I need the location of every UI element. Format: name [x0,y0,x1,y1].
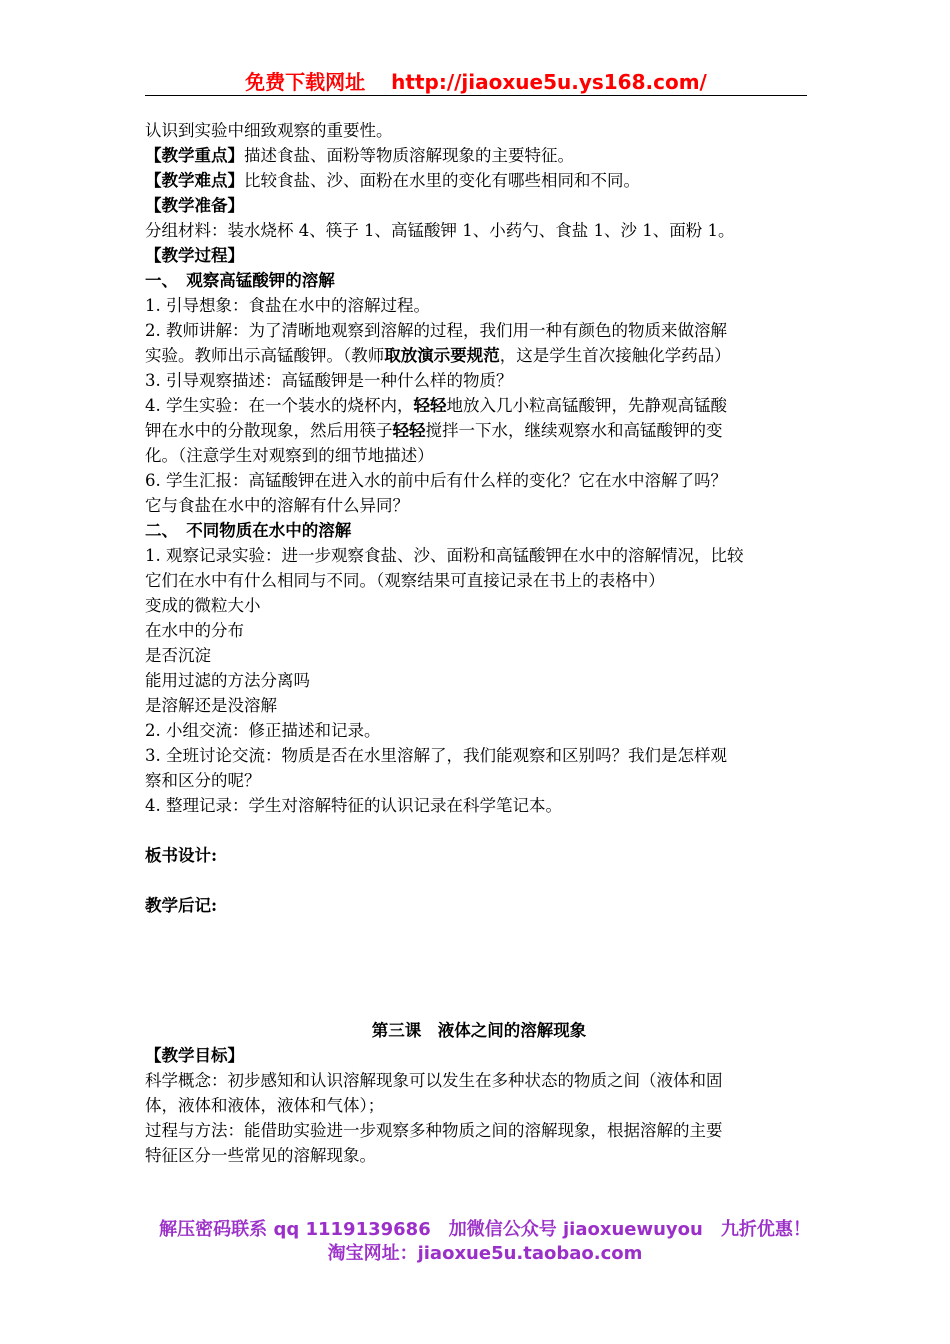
board-design-label: 板书设计: [145,846,218,865]
section-1-title: 一、 观察高锰酸钾的溶解 [145,271,335,290]
footer-contact: 解压密码联系 qq 1119139686 加微信公众号 jiaoxuewuyou 九折优惠！ [159,1219,811,1240]
section-2-title: 二、 不同物质在水中的溶解 [145,521,352,540]
intro-line: 认识到实验中细致观察的重要性。 [145,121,393,140]
step-2-1b: 它们在水中有什么相同与不同。（观察结果可直接记录在书上的表格中） [145,571,665,590]
materials-line: 分组材料：装水烧杯 4、筷子 1、高锰酸钾 1、小药勺、食盐 1、沙 1、面粉 1。 [145,221,735,240]
step-1-4b-text: 钾在水中的分散现象，然后用筷子 [145,421,393,440]
goal-method-a: 过程与方法：能借助实验进一步观察多种物质之间的溶解现象，根据溶解的主要 [145,1121,723,1140]
step-1-4a-tail: 地放入几小粒高锰酸钾，先静观高锰酸 [446,396,727,415]
header-site-label: 免费下载网址 [245,70,366,94]
step-1-4b [145,418,813,443]
footer-shop-url: 淘宝网址：jiaoxue5u.taobao.com [327,1243,643,1264]
goal-method-b: 特征区分一些常见的溶解现象。 [145,1146,376,1165]
difficulty [145,168,813,193]
process-heading: 【教学过程】 [145,246,244,265]
table-item-filter: 能用过滤的方法分离吗 [145,671,310,690]
step-1-2b [145,343,813,368]
page-header [145,66,807,95]
step-1-4b-bold: 轻轻 [392,421,426,440]
step-1-2b-text: 实验。教师出示高锰酸钾。（教师 [145,346,385,365]
document-body [145,118,813,1168]
difficulty-text: 比较食盐、沙、面粉在水里的变化有哪些相同和不同。 [244,171,640,190]
key-point-label: 【教学重点】 [145,146,244,165]
teaching-notes-label: 教学后记: [145,896,218,915]
table-item-particle-size: 变成的微粒大小 [145,596,261,615]
goal-concept-a: 科学概念：初步感知和认识溶解现象可以发生在多种状态的物质之间（液体和固 [145,1071,723,1090]
step-1-6b: 它与食盐在水中的溶解有什么异同？ [145,496,409,515]
table-item-distribution: 在水中的分布 [145,621,244,640]
step-1-4a [145,393,813,418]
step-2-2: 2. 小组交流：修正描述和记录。 [145,721,381,740]
table-item-sediment: 是否沉淀 [145,646,211,665]
page-footer [140,1218,830,1266]
key-point [145,143,813,168]
step-2-3b: 察和区分的呢？ [145,771,261,790]
table-item-dissolved: 是溶解还是没溶解 [145,696,277,715]
step-1-2b-bold: 取放演示要规范 [384,346,500,365]
lesson-title: 第三课 液体之间的溶解现象 [371,1021,587,1040]
step-2-1a: 1. 观察记录实验：进一步观察食盐、沙、面粉和高锰酸钾在水中的溶解情况，比较 [145,546,744,565]
step-1-2b-tail: ，这是学生首次接触化学药品） [499,346,731,365]
step-1-2a: 2. 教师讲解：为了清晰地观察到溶解的过程，我们用一种有颜色的物质来做溶解 [145,321,727,340]
step-1-3: 3. 引导观察描述：高锰酸钾是一种什么样的物质？ [145,371,513,390]
step-2-4: 4. 整理记录：学生对溶解特征的认识记录在科学笔记本。 [145,796,562,815]
step-2-3a: 3. 全班讨论交流：物质是否在水里溶解了，我们能观察和区别吗？我们是怎样观 [145,746,727,765]
step-1-4a-bold: 轻轻 [413,396,447,415]
step-1-6a: 6. 学生汇报：高锰酸钾在进入水的前中后有什么样的变化？它在水中溶解了吗？ [145,471,727,490]
header-site-url: http://jiaoxue5u.ys168.com/ [391,70,707,94]
goal-heading: 【教学目标】 [145,1046,244,1065]
key-point-text: 描述食盐、面粉等物质溶解现象的主要特征。 [244,146,574,165]
step-1-4b-tail: 搅拌一下水，继续观察水和高锰酸钾的变 [425,421,723,440]
step-1-4a-text: 4. 学生实验：在一个装水的烧杯内， [145,396,414,415]
header-rule [145,95,807,96]
step-1-4c: 化。（注意学生对观察到的细节地描述） [145,446,434,465]
goal-concept-b: 体，液体和液体，液体和气体）； [145,1096,385,1115]
step-1-1: 1. 引导想象：食盐在水中的溶解过程。 [145,296,430,315]
difficulty-label: 【教学难点】 [145,171,244,190]
preparation-heading: 【教学准备】 [145,196,244,215]
